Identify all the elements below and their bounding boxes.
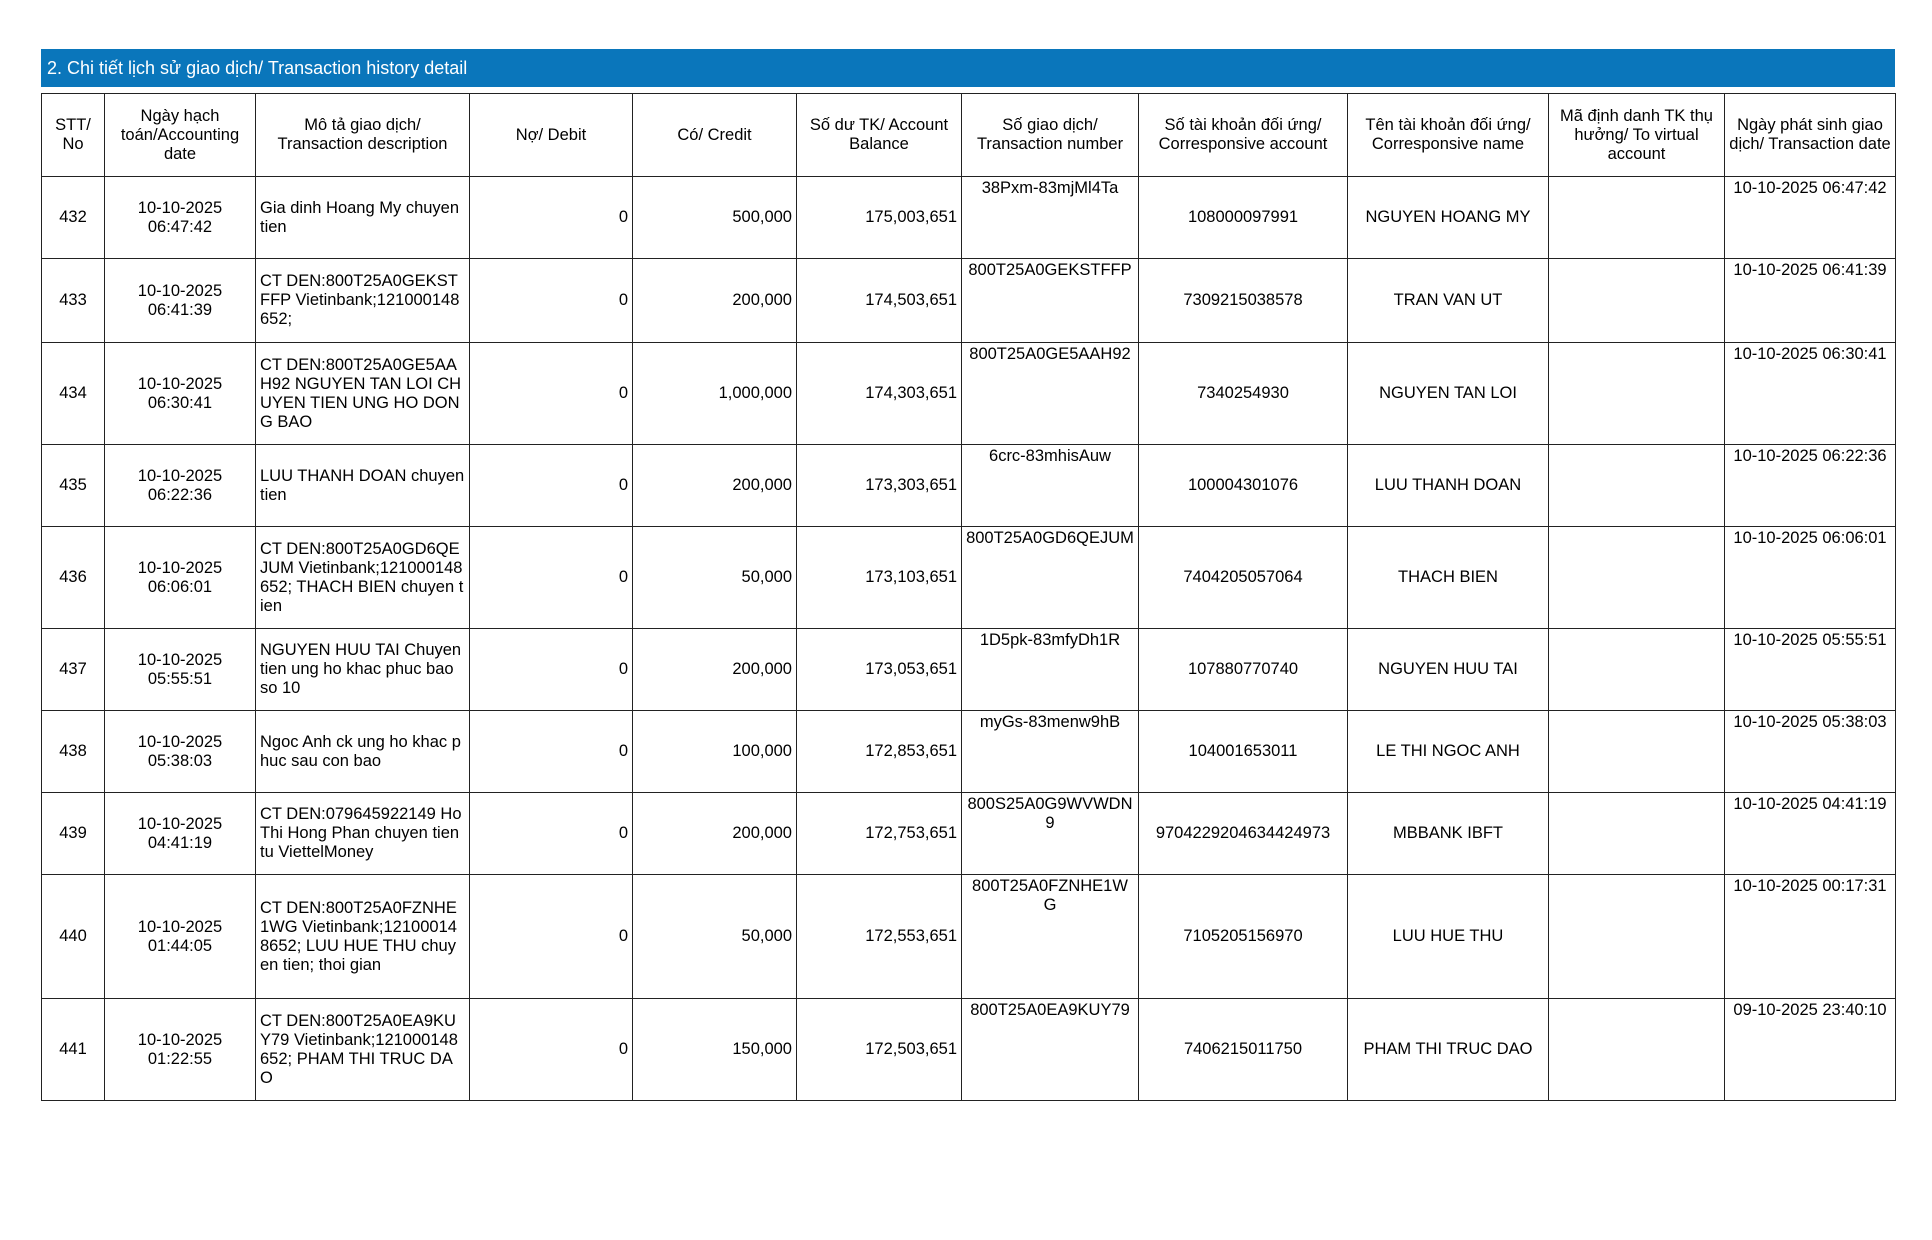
row-corresponsive-name: NGUYEN TAN LOI xyxy=(1348,343,1549,445)
accounting-date-value: 10-10-2025 xyxy=(137,466,223,485)
header-transaction-date: Ngày phát sinh giao dịch/ Transaction date xyxy=(1725,94,1896,177)
row-description: Gia dinh Hoang My chuyen tien xyxy=(256,177,470,259)
row-corresponsive-account: 104001653011 xyxy=(1139,711,1348,793)
accounting-date-value: 10-10-2025 xyxy=(137,650,223,669)
row-balance: 173,053,651 xyxy=(797,629,962,711)
section-title: 2. Chi tiết lịch sử giao dịch/ Transaction history detail xyxy=(41,49,1895,87)
accounting-date-value: 10-10-2025 xyxy=(137,281,223,300)
row-no: 432 xyxy=(42,177,105,259)
row-corresponsive-name: LUU HUE THU xyxy=(1348,875,1549,999)
row-transaction-date: 10-10-2025 05:38:03 xyxy=(1725,711,1896,793)
row-corresponsive-name: LE THI NGOC ANH xyxy=(1348,711,1549,793)
row-virtual-account xyxy=(1549,711,1725,793)
row-transaction-number: 800T25A0GD6QEJUM xyxy=(962,527,1139,629)
row-description: Ngoc Anh ck ung ho khac phuc sau con bao xyxy=(256,711,470,793)
row-transaction-date: 10-10-2025 05:55:51 xyxy=(1725,629,1896,711)
row-virtual-account xyxy=(1549,629,1725,711)
row-credit: 500,000 xyxy=(633,177,797,259)
transaction-table xyxy=(41,93,1896,1101)
accounting-date-value: 10-10-2025 xyxy=(137,917,223,936)
table-row xyxy=(42,875,1896,999)
row-virtual-account xyxy=(1549,793,1725,875)
accounting-date-value: 10-10-2025 xyxy=(137,558,223,577)
table-row xyxy=(42,527,1896,629)
row-balance: 172,553,651 xyxy=(797,875,962,999)
row-description: LUU THANH DOAN chuyen tien xyxy=(256,445,470,527)
row-transaction-number: 800T25A0GEKSTFFP xyxy=(962,259,1139,343)
row-transaction-date: 10-10-2025 06:47:42 xyxy=(1725,177,1896,259)
accounting-time-value: 06:30:41 xyxy=(147,393,213,412)
row-debit: 0 xyxy=(470,177,633,259)
row-description: CT DEN:800T25A0GEKSTFFP Vietinbank;121000148652; xyxy=(256,259,470,343)
row-description: CT DEN:079645922149 Ho Thi Hong Phan chuyen tien tu ViettelMoney xyxy=(256,793,470,875)
row-transaction-date: 10-10-2025 00:17:31 xyxy=(1725,875,1896,999)
accounting-time-value: 05:38:03 xyxy=(147,751,213,770)
accounting-time-value: 06:41:39 xyxy=(147,300,213,319)
row-balance: 173,103,651 xyxy=(797,527,962,629)
header-transaction-number: Số giao dịch/ Transaction number xyxy=(962,94,1139,177)
table-row xyxy=(42,793,1896,875)
row-transaction-date: 10-10-2025 04:41:19 xyxy=(1725,793,1896,875)
row-description: CT DEN:800T25A0GE5AAH92 NGUYEN TAN LOI CHUYEN TIEN UNG HO DONG BAO xyxy=(256,343,470,445)
row-transaction-number: 800S25A0G9WVWDN9 xyxy=(962,793,1139,875)
row-virtual-account xyxy=(1549,999,1725,1101)
row-balance: 174,503,651 xyxy=(797,259,962,343)
accounting-time-value: 06:47:42 xyxy=(147,217,213,236)
accounting-time-value: 06:22:36 xyxy=(147,485,213,504)
row-corresponsive-account: 107880770740 xyxy=(1139,629,1348,711)
row-no: 433 xyxy=(42,259,105,343)
row-debit: 0 xyxy=(470,711,633,793)
row-description: CT DEN:800T25A0FZNHE1WG Vietinbank;121000148652; LUU HUE THU chuyen tien; thoi gian xyxy=(256,875,470,999)
row-credit: 50,000 xyxy=(633,875,797,999)
row-credit: 150,000 xyxy=(633,999,797,1101)
row-no: 438 xyxy=(42,711,105,793)
row-accounting-date xyxy=(105,629,256,711)
table-row xyxy=(42,343,1896,445)
row-no: 441 xyxy=(42,999,105,1101)
row-balance: 175,003,651 xyxy=(797,177,962,259)
row-no: 434 xyxy=(42,343,105,445)
row-transaction-number: 800T25A0GE5AAH92 xyxy=(962,343,1139,445)
row-no: 435 xyxy=(42,445,105,527)
row-corresponsive-name: THACH BIEN xyxy=(1348,527,1549,629)
header-description: Mô tả giao dịch/ Transaction description xyxy=(256,94,470,177)
row-accounting-date xyxy=(105,445,256,527)
table-body xyxy=(42,177,1896,1101)
row-corresponsive-account: 100004301076 xyxy=(1139,445,1348,527)
row-corresponsive-name: LUU THANH DOAN xyxy=(1348,445,1549,527)
row-credit: 200,000 xyxy=(633,793,797,875)
accounting-time-value: 04:41:19 xyxy=(147,833,213,852)
table-row xyxy=(42,629,1896,711)
row-corresponsive-account: 7105205156970 xyxy=(1139,875,1348,999)
row-corresponsive-name: NGUYEN HOANG MY xyxy=(1348,177,1549,259)
row-credit: 50,000 xyxy=(633,527,797,629)
row-credit: 200,000 xyxy=(633,629,797,711)
row-transaction-date: 10-10-2025 06:06:01 xyxy=(1725,527,1896,629)
row-description: NGUYEN HUU TAI Chuyen tien ung ho khac phuc bao so 10 xyxy=(256,629,470,711)
table-row xyxy=(42,445,1896,527)
header-debit: Nợ/ Debit xyxy=(470,94,633,177)
row-credit: 1,000,000 xyxy=(633,343,797,445)
row-no: 440 xyxy=(42,875,105,999)
row-description: CT DEN:800T25A0EA9KUY79 Vietinbank;121000148652; PHAM THI TRUC DAO xyxy=(256,999,470,1101)
row-debit: 0 xyxy=(470,259,633,343)
row-transaction-date: 09-10-2025 23:40:10 xyxy=(1725,999,1896,1101)
row-credit: 200,000 xyxy=(633,259,797,343)
accounting-date-value: 10-10-2025 xyxy=(137,374,223,393)
row-transaction-number: myGs-83menw9hB xyxy=(962,711,1139,793)
row-accounting-date xyxy=(105,527,256,629)
row-corresponsive-name: TRAN VAN UT xyxy=(1348,259,1549,343)
row-transaction-number: 1D5pk-83mfyDh1R xyxy=(962,629,1139,711)
row-debit: 0 xyxy=(470,793,633,875)
header-no: STT/ No xyxy=(42,94,105,177)
header-balance: Số dư TK/ Account Balance xyxy=(797,94,962,177)
row-virtual-account xyxy=(1549,527,1725,629)
header-accounting-date: Ngày hạch toán/Accounting date xyxy=(105,94,256,177)
row-debit: 0 xyxy=(470,527,633,629)
row-virtual-account xyxy=(1549,259,1725,343)
row-corresponsive-name: PHAM THI TRUC DAO xyxy=(1348,999,1549,1101)
row-corresponsive-name: NGUYEN HUU TAI xyxy=(1348,629,1549,711)
accounting-date-value: 10-10-2025 xyxy=(137,732,223,751)
row-virtual-account xyxy=(1549,875,1725,999)
row-corresponsive-account: 108000097991 xyxy=(1139,177,1348,259)
row-transaction-number: 6crc-83mhisAuw xyxy=(962,445,1139,527)
table-row xyxy=(42,999,1896,1101)
row-balance: 173,303,651 xyxy=(797,445,962,527)
row-corresponsive-account: 7340254930 xyxy=(1139,343,1348,445)
row-transaction-date: 10-10-2025 06:30:41 xyxy=(1725,343,1896,445)
row-accounting-date xyxy=(105,711,256,793)
row-credit: 200,000 xyxy=(633,445,797,527)
row-accounting-date xyxy=(105,793,256,875)
row-balance: 174,303,651 xyxy=(797,343,962,445)
row-debit: 0 xyxy=(470,875,633,999)
accounting-time-value: 05:55:51 xyxy=(147,669,213,688)
row-transaction-number: 800T25A0FZNHE1WG xyxy=(962,875,1139,999)
accounting-time-value: 01:44:05 xyxy=(147,936,213,955)
row-virtual-account xyxy=(1549,445,1725,527)
header-virtual-account: Mã định danh TK thụ hưởng/ To virtual account xyxy=(1549,94,1725,177)
row-debit: 0 xyxy=(470,343,633,445)
header-corresponsive-account: Số tài khoản đối ứng/ Corresponsive account xyxy=(1139,94,1348,177)
accounting-date-value: 10-10-2025 xyxy=(137,198,223,217)
header-corresponsive-name: Tên tài khoản đối ứng/ Corresponsive name xyxy=(1348,94,1549,177)
row-no: 439 xyxy=(42,793,105,875)
row-transaction-date: 10-10-2025 06:41:39 xyxy=(1725,259,1896,343)
accounting-time-value: 06:06:01 xyxy=(147,577,213,596)
row-transaction-date: 10-10-2025 06:22:36 xyxy=(1725,445,1896,527)
accounting-date-value: 10-10-2025 xyxy=(137,1030,223,1049)
row-accounting-date xyxy=(105,999,256,1101)
row-corresponsive-account: 7309215038578 xyxy=(1139,259,1348,343)
row-accounting-date xyxy=(105,875,256,999)
row-corresponsive-account: 7406215011750 xyxy=(1139,999,1348,1101)
row-debit: 0 xyxy=(470,445,633,527)
row-description: CT DEN:800T25A0GD6QEJUM Vietinbank;121000148652; THACH BIEN chuyen tien xyxy=(256,527,470,629)
row-accounting-date xyxy=(105,343,256,445)
row-accounting-date xyxy=(105,259,256,343)
row-balance: 172,753,651 xyxy=(797,793,962,875)
row-transaction-number: 800T25A0EA9KUY79 xyxy=(962,999,1139,1101)
header-credit: Có/ Credit xyxy=(633,94,797,177)
accounting-time-value: 01:22:55 xyxy=(147,1049,213,1068)
row-credit: 100,000 xyxy=(633,711,797,793)
row-no: 437 xyxy=(42,629,105,711)
row-debit: 0 xyxy=(470,999,633,1101)
row-corresponsive-account: 7404205057064 xyxy=(1139,527,1348,629)
row-transaction-number: 38Pxm-83mjMl4Ta xyxy=(962,177,1139,259)
table-row xyxy=(42,259,1896,343)
table-header xyxy=(42,94,1896,177)
accounting-date-value: 10-10-2025 xyxy=(137,814,223,833)
row-accounting-date xyxy=(105,177,256,259)
table-row xyxy=(42,711,1896,793)
row-virtual-account xyxy=(1549,177,1725,259)
row-virtual-account xyxy=(1549,343,1725,445)
row-corresponsive-account: 9704229204634424973 xyxy=(1139,793,1348,875)
row-no: 436 xyxy=(42,527,105,629)
row-debit: 0 xyxy=(470,629,633,711)
row-balance: 172,503,651 xyxy=(797,999,962,1101)
table-row xyxy=(42,177,1896,259)
row-balance: 172,853,651 xyxy=(797,711,962,793)
row-corresponsive-name: MBBANK IBFT xyxy=(1348,793,1549,875)
